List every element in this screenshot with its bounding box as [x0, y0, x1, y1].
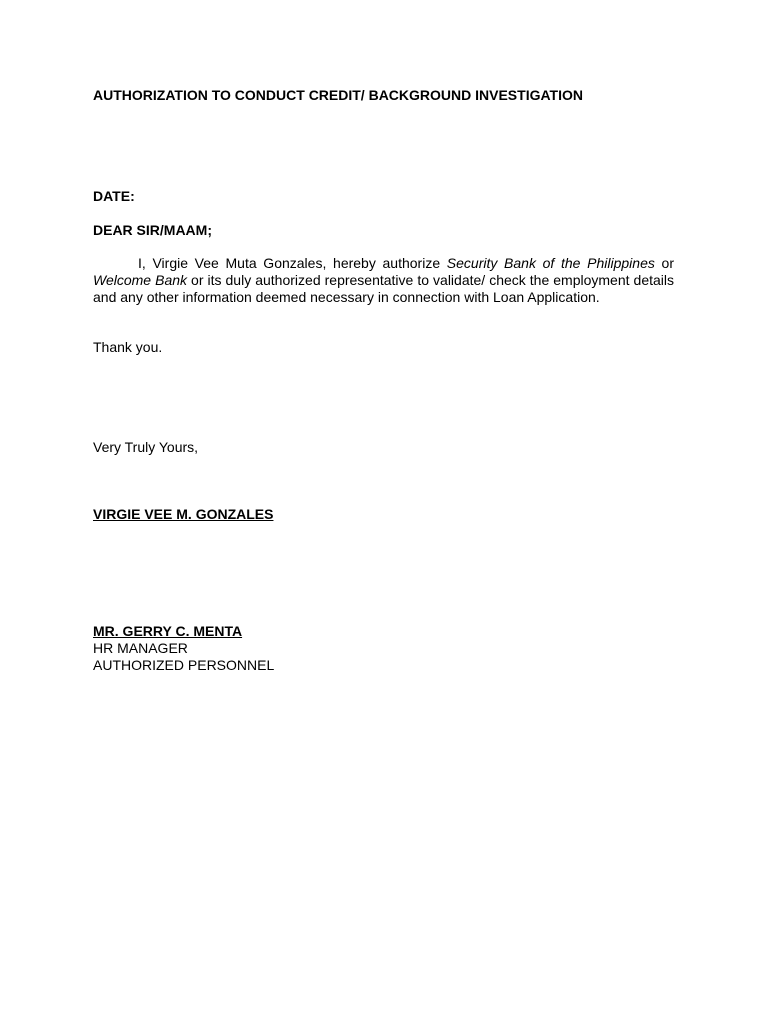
authorization-paragraph: [93, 255, 674, 306]
approver-name: MR. GERRY C. MENTA: [93, 623, 243, 639]
document-title: AUTHORIZATION TO CONDUCT CREDIT/ BACKGROUND INVESTIGATION: [93, 87, 583, 103]
bank-name-welcome-bank: Welcome Bank: [93, 272, 188, 288]
approver-block: [93, 623, 274, 674]
approver-role: AUTHORIZED PERSONNEL: [93, 657, 275, 673]
closing-line: Very Truly Yours,: [93, 439, 199, 455]
signer-name: VIRGIE VEE M. GONZALES: [93, 506, 274, 522]
date-label: DATE:: [93, 188, 135, 204]
paragraph-text-part2: or: [654, 255, 674, 271]
paragraph-text-part3: or its duly authorized representative to validate/ check the employment details and any other information deemed necessary in connection with Loan Application.: [93, 272, 674, 305]
paragraph-text-part1: I, Virgie Vee Muta Gonzales, hereby authorize: [138, 255, 447, 271]
thank-you-line: Thank you.: [93, 339, 163, 355]
bank-name-security-bank: Security Bank of the Philippines: [446, 255, 655, 271]
salutation: DEAR SIR/MAAM;: [93, 222, 212, 238]
approver-position: HR MANAGER: [93, 640, 188, 656]
